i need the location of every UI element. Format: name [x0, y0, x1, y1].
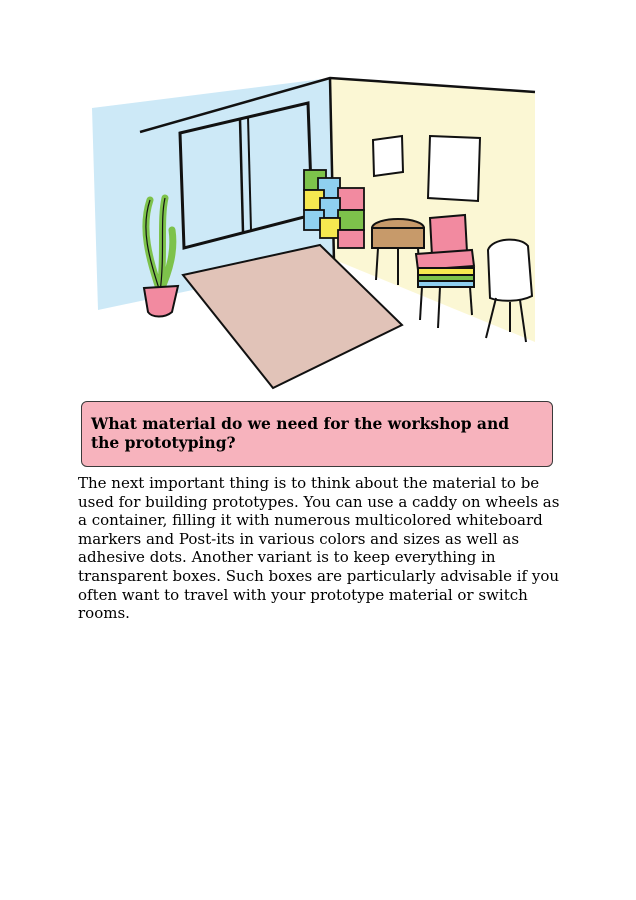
poster-left [373, 136, 403, 176]
poster-right [428, 136, 480, 201]
section-heading: What material do we need for the workshop and the prototyping? [91, 414, 510, 452]
section-heading-box [81, 401, 553, 467]
workshop-room-illustration [80, 70, 550, 400]
plant-pot [144, 286, 178, 317]
body-paragraph: The next important thing is to think about the material to be used for building prototypes. You can use a caddy on wheels as a container, filling it with numerous multicolored whiteboard markers and Post-its in various colors and sizes as well as adhesive dots. Another variant is to keep everything in transparent boxes. Such boxes are particularly advisable if you often want to travel with your prototype material or switch rooms. [78, 474, 560, 623]
